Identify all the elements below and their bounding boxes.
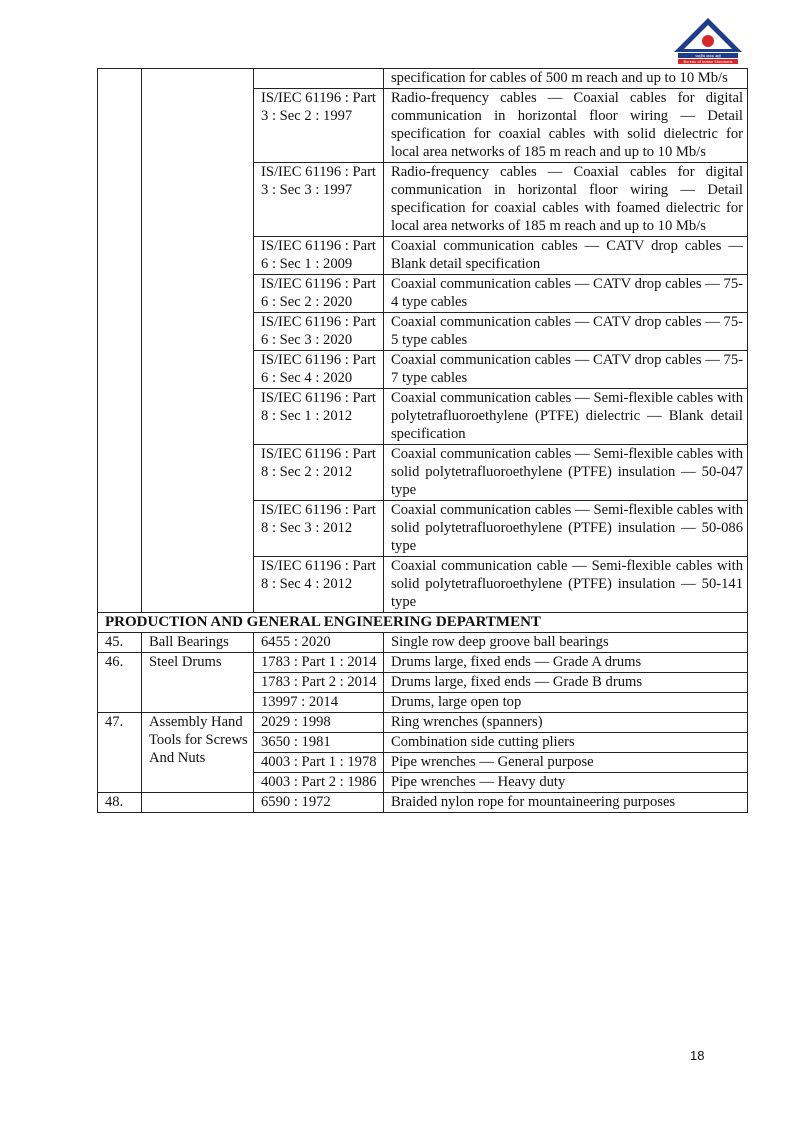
standard-title-cell: Coaxial communication cables — Semi-flexible cables with solid polytetrafluoroethylene (PTFE) insulation — 50-047 type xyxy=(384,445,748,501)
standard-number-cell: IS/IEC 61196 : Part 8 : Sec 2 : 2012 xyxy=(254,445,384,501)
standard-number-cell: 1783 : Part 2 : 2014 xyxy=(254,673,384,693)
product-cell xyxy=(142,69,254,613)
standard-number-cell: 13997 : 2014 xyxy=(254,693,384,713)
page-number: 18 xyxy=(690,1048,705,1063)
product-cell xyxy=(142,793,254,813)
standard-number-cell: 1783 : Part 1 : 2014 xyxy=(254,653,384,673)
serial-cell: 48. xyxy=(98,793,142,813)
standard-title-cell: Drums large, fixed ends — Grade B drums xyxy=(384,673,748,693)
table-row xyxy=(98,653,748,673)
standard-number-cell: IS/IEC 61196 : Part 6 : Sec 4 : 2020 xyxy=(254,351,384,389)
standard-title-cell: Pipe wrenches — Heavy duty xyxy=(384,773,748,793)
table-row xyxy=(98,633,748,653)
department-heading: PRODUCTION AND GENERAL ENGINEERING DEPARTMENT xyxy=(98,613,748,633)
logo-subtext: Bureau of Indian Standards xyxy=(683,60,733,65)
product-cell: Ball Bearings xyxy=(142,633,254,653)
standard-number-cell: 3650 : 1981 xyxy=(254,733,384,753)
standard-title-cell: Coaxial communication cables — CATV drop cables — 75-5 type cables xyxy=(384,313,748,351)
standard-number-cell: IS/IEC 61196 : Part 6 : Sec 2 : 2020 xyxy=(254,275,384,313)
standard-title-cell: Braided nylon rope for mountaineering purposes xyxy=(384,793,748,813)
standard-number-cell: IS/IEC 61196 : Part 8 : Sec 3 : 2012 xyxy=(254,501,384,557)
standard-number-cell: IS/IEC 61196 : Part 8 : Sec 1 : 2012 xyxy=(254,389,384,445)
serial-cell xyxy=(98,69,142,613)
standard-title-cell: specification for cables of 500 m reach and up to 10 Mb/s xyxy=(384,69,748,89)
standard-title-cell: Coaxial communication cables — CATV drop cables — 75-7 type cables xyxy=(384,351,748,389)
table-row xyxy=(98,69,748,89)
bis-logo xyxy=(672,16,744,66)
standard-title-cell: Drums, large open top xyxy=(384,693,748,713)
standard-number-cell: IS/IEC 61196 : Part 6 : Sec 3 : 2020 xyxy=(254,313,384,351)
standard-title-cell: Combination side cutting pliers xyxy=(384,733,748,753)
standard-title-cell: Drums large, fixed ends — Grade A drums xyxy=(384,653,748,673)
standard-number-cell: 6455 : 2020 xyxy=(254,633,384,653)
standard-title-cell: Coaxial communication cables — Semi-flexible cables with solid polytetrafluoroethylene (PTFE) insulation — 50-086 type xyxy=(384,501,748,557)
table-row xyxy=(98,713,748,733)
standard-number-cell: 4003 : Part 2 : 1986 xyxy=(254,773,384,793)
standard-number-cell: 6590 : 1972 xyxy=(254,793,384,813)
standard-number-cell xyxy=(254,69,384,89)
standard-title-cell: Ring wrenches (spanners) xyxy=(384,713,748,733)
serial-cell: 47. xyxy=(98,713,142,793)
standard-number-cell: 2029 : 1998 xyxy=(254,713,384,733)
product-cell: Steel Drums xyxy=(142,653,254,713)
product-cell: Assembly Hand Tools for Screws And Nuts xyxy=(142,713,254,793)
standards-table xyxy=(97,68,748,813)
department-row xyxy=(98,613,748,633)
standard-title-cell: Pipe wrenches — General purpose xyxy=(384,753,748,773)
standard-title-cell: Coaxial communication cables — CATV drop cables — 75-4 type cables xyxy=(384,275,748,313)
serial-cell: 45. xyxy=(98,633,142,653)
standard-title-cell: Radio-frequency cables — Coaxial cables for digital communication in horizontal floor wiring — Detail specification for coaxial cables with foamed dielectric for local area networks of 185 m reach and up to 10 Mb/s xyxy=(384,163,748,237)
standard-title-cell: Single row deep groove ball bearings xyxy=(384,633,748,653)
standard-number-cell: IS/IEC 61196 : Part 3 : Sec 3 : 1997 xyxy=(254,163,384,237)
serial-cell: 46. xyxy=(98,653,142,713)
table-row xyxy=(98,793,748,813)
standard-title-cell: Coaxial communication cable — Semi-flexible cables with solid polytetrafluoroethylene (PTFE) insulation — 50-141 type xyxy=(384,557,748,613)
standard-number-cell: IS/IEC 61196 : Part 6 : Sec 1 : 2009 xyxy=(254,237,384,275)
standard-title-cell: Coaxial communication cables — Semi-flexible cables with polytetrafluoroethylene (PTFE) dielectric — Blank detail specification xyxy=(384,389,748,445)
standard-number-cell: 4003 : Part 1 : 1978 xyxy=(254,753,384,773)
standard-number-cell: IS/IEC 61196 : Part 8 : Sec 4 : 2012 xyxy=(254,557,384,613)
standard-title-cell: Coaxial communication cables — CATV drop cables — Blank detail specification xyxy=(384,237,748,275)
logo-text: भारतीय मानक ब्यूरो xyxy=(695,54,721,59)
standard-number-cell: IS/IEC 61196 : Part 3 : Sec 2 : 1997 xyxy=(254,89,384,163)
standard-title-cell: Radio-frequency cables — Coaxial cables for digital communication in horizontal floor wiring — Detail specification for coaxial cables with solid dielectric for local area networks of 185 m reach and up to 10 Mb/s xyxy=(384,89,748,163)
